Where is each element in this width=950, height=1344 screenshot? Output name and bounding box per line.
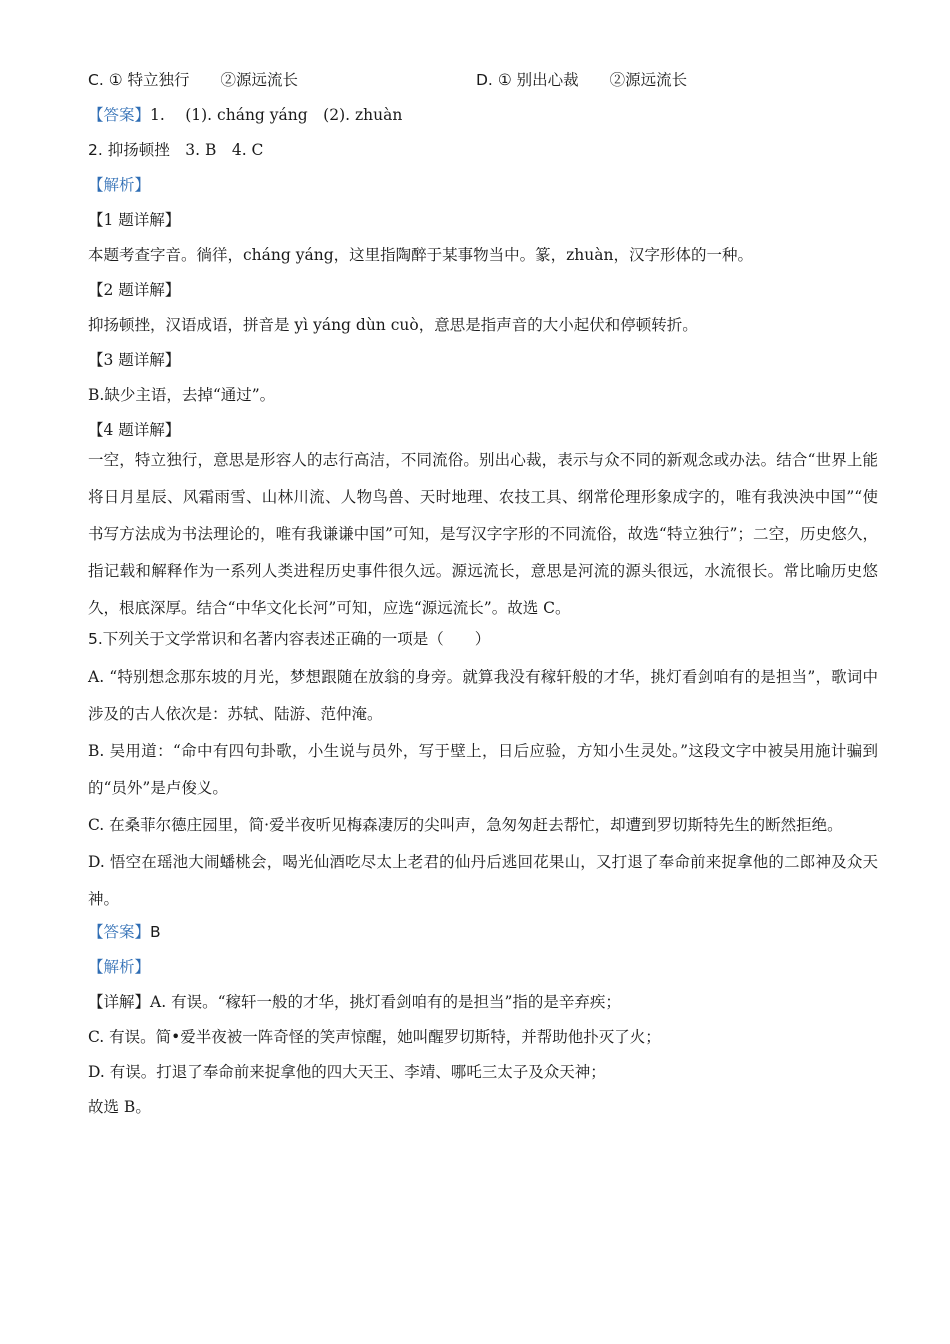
question-5-option-d: D. 悟空在瑶池大闹蟠桃会，喝光仙酒吃尽太上老君的仙丹后逃回花果山，又打退了奉命前来捉拿他的二郎神及众天神。 — [88, 853, 878, 908]
analysis-5-a-text: A. 有误。“稼轩一般的才华，挑灯看剑咱有的是担当”指的是辛弃疾； — [150, 993, 621, 1011]
q2-detail-heading: 【2 题详解】 — [88, 281, 181, 299]
option-d-text: ① 别出心裁 ②源远流长 — [497, 71, 688, 89]
answer-5-tag: 【答案】 — [88, 923, 151, 941]
option-d — [476, 70, 687, 90]
answer-line-2 — [88, 140, 878, 160]
analysis-5-tag: 【解析】 — [88, 958, 151, 976]
q2-detail-body: 抑扬顿挫，汉语成语，拼音是 yì yáng dùn cuò，意思是指声音的大小起伏和停顿转折。 — [88, 316, 698, 334]
option-c-text: ① 特立独行 ②源远流长 — [108, 71, 299, 89]
answer-block-1 — [88, 105, 878, 125]
answer-5-value: B — [150, 923, 161, 941]
question-5-stem — [88, 629, 878, 649]
question-5-text: 下列关于文学常识和名著内容表述正确的一项是（ ） — [102, 630, 491, 648]
question-5-option-c: C. 在桑菲尔德庄园里，简·爱半夜听见梅森凄厉的尖叫声，急匆匆赶去帮忙，却遭到罗切斯特先生的断然拒绝。 — [88, 816, 843, 834]
option-d-letter: D. — [476, 71, 493, 89]
q1-detail-heading: 【1 题详解】 — [88, 211, 181, 229]
analysis-5-line-d: D. 有误。打退了奉命前来捉拿他的四大天王、李靖、哪吒三太子及众天神； — [88, 1063, 606, 1081]
question-5-number: 5. — [88, 630, 103, 648]
options-row — [88, 70, 878, 90]
document-page — [88, 70, 878, 1117]
analysis-5-line-a — [88, 992, 878, 1012]
answer-tag: 【答案】 — [88, 106, 151, 124]
q4-detail-body: 一空，特立独行，意思是形容人的志行高洁，不同流俗。别出心裁，表示与众不同的新观念或办法。结合“世界上能将日月星辰、风霜雨雪、山林川流、人物鸟兽、天时地理、农技工具、纲常伦理形象成字的，唯有我泱泱中国”“使书写方法成为书法理论的，唯有我谦谦中国”可知，是写汉字字形的不同流俗，故选“特立独行”；二空，历史悠久，指记载和解释作为一系列人类进程历史事件很久远。源远流长，意思是河流的源头很远，水流很长。常比喻历史悠久，根底深厚。结合“中华文化长河”可知，应选“源远流长”。故选 C。 — [88, 451, 878, 617]
analysis-tag: 【解析】 — [88, 176, 151, 194]
analysis-5-line-c: C. 有误。简•爱半夜被一阵奇怪的笑声惊醒，她叫醒罗切斯特，并帮助他扑灭了火； — [88, 1028, 661, 1046]
answer-line-2-num: 2. — [88, 141, 103, 159]
q3-detail-heading: 【3 题详解】 — [88, 351, 181, 369]
answer-line-1: 1. (1). cháng yáng (2). zhuàn — [150, 106, 403, 124]
answer-line-2-text: 抑扬顿挫 3. B 4. C — [107, 141, 264, 159]
answer-block-5 — [88, 922, 878, 942]
analysis-5-conclusion: 故选 B。 — [88, 1098, 151, 1116]
detail-heading: 【详解】 — [88, 993, 151, 1011]
q4-detail-heading: 【4 题详解】 — [88, 421, 181, 439]
q1-detail-body: 本题考查字音。徜徉，cháng yáng，这里指陶醉于某事物当中。篆，zhuàn，汉字形体的一种。 — [88, 246, 753, 264]
option-c-letter: C. — [88, 71, 104, 89]
option-c — [88, 70, 476, 90]
q3-detail-body: B.缺少主语，去掉“通过”。 — [88, 386, 276, 404]
question-5-option-a: A. “特别想念那东坡的月光，梦想跟随在放翁的身旁。就算我没有稼轩般的才华，挑灯看剑咱有的是担当”，歌词中涉及的古人依次是：苏轼、陆游、范仲淹。 — [88, 668, 878, 723]
question-5-option-b: B. 吴用道：“命中有四句卦歌，小生说与员外，写于壁上，日后应验，方知小生灵处。”这段文字中被吴用施计骗到的“员外”是卢俊义。 — [88, 742, 878, 797]
